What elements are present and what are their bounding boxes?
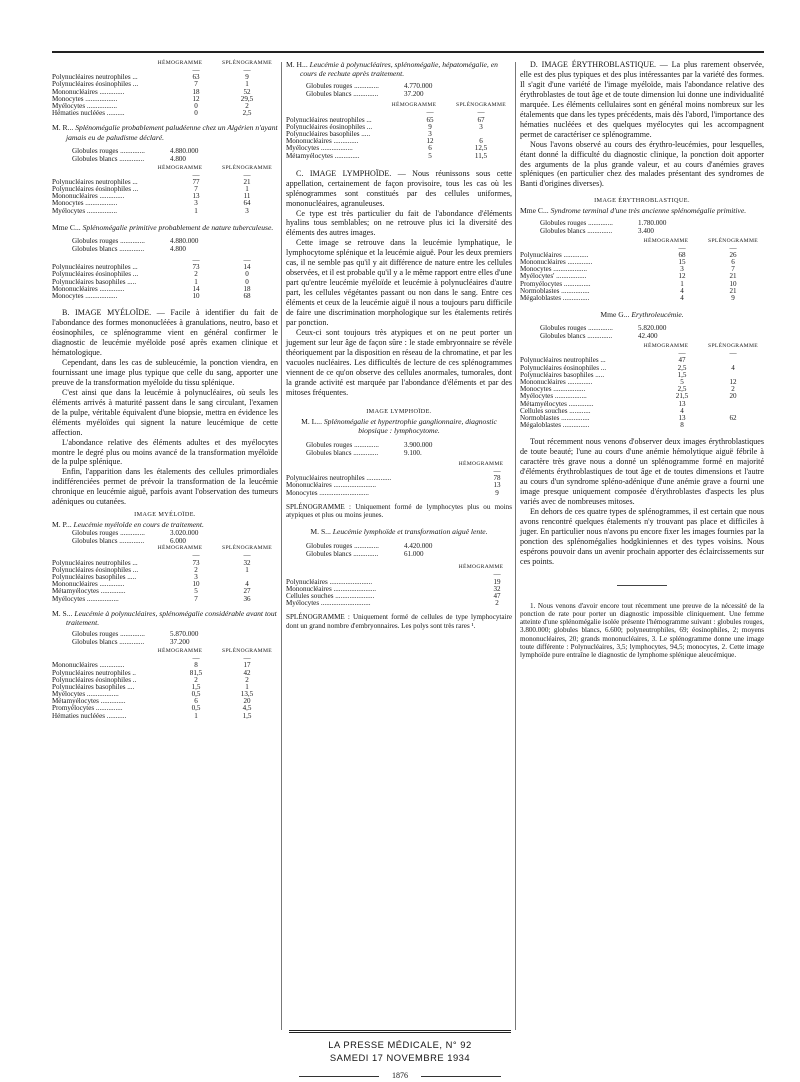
table-row: Mégaloblastes ............... 4 9 xyxy=(520,293,735,302)
table-row: Polynucléaires basophiles ..... 1 0 xyxy=(52,277,249,286)
table-row: Polynucléaires neutrophiles ... 47 xyxy=(520,356,686,365)
table-row: Myélocytes .................. 7 36 xyxy=(52,594,251,603)
paragraph: L'abondance relative des éléments adultes et des myélocytes montre le degré plus ou moins avancé de la transformation myéloïde de la pulpe splénique. xyxy=(52,437,278,467)
table-row: Polynucléaires éosinophiles ... 7 1 xyxy=(52,185,249,194)
globules-row: Globules rouges .............. 1.780.000 xyxy=(540,218,667,227)
table-row: Myélocytes .................. 0,5 13,5 xyxy=(52,690,254,699)
table-row: Normoblastes ................ 4 21 xyxy=(520,286,737,295)
table-row: Polynucléaires neutrophiles ... 73 32 xyxy=(52,558,251,567)
table-row: Polynucléaires .............. 68 26 xyxy=(520,250,737,259)
table-row: Hématies nucléées ........... 1 1,5 xyxy=(52,711,252,720)
table-row: Mononucléaires .............. 10 4 xyxy=(52,580,249,589)
table-row: Mononucléaires .............. 18 52 xyxy=(52,87,251,96)
table-row: Polynucléaires éosinophiles ... 7 1 xyxy=(52,80,249,89)
footnote-rule xyxy=(617,585,667,586)
table-row: Polynucléaires éosinophiles ... 2 1 xyxy=(52,565,249,574)
table-row: Myélocytes .................. 21,5 20 xyxy=(520,392,737,401)
globules-row: Globules blancs .............. 37.200 xyxy=(306,90,424,99)
table-row: Mononucléaires ........................ 32 xyxy=(286,584,501,593)
table-row: Polynucléaires basophiles ..... 1,5 xyxy=(520,370,687,379)
paragraph: Nous l'avons observé au cours des érythro-leucémies, pour lesquelles, étant donné la difficulté du diagnostic clinique, la ponction doit apporter des arguments de la plus grande valeur, et au cours d'anémies graves spléniques (en particulier chez des malades présentant des syndromes de Banti d'origines diverses). xyxy=(520,139,764,189)
section-heading: IMAGE LYMPHOÏDE. xyxy=(366,407,432,415)
paragraph: Tout récemment nous venons d'observer deux images érythroblastiques de toute beauté; l'une au cours d'une anémie hémolytique aiguë fébrile à caractère très grave nous a donné un splénogramme formé en majorité d'éléments érythroblastiques de tout âge et de toutes dimensions et l'autre au cours d'un syndrome spléno-adénique d'une anémie grave a fourni une image presque uniquement composée d'érythroblastes d'aspects les plus variés avec de nombreuses mitoses. xyxy=(520,437,764,507)
case-heading: M. P... Leucémie myéloïde en cours de traitement. xyxy=(52,520,204,530)
table-row: Hématies nucléées .......... 0 2,5 xyxy=(52,109,252,118)
table-row: Monocytes .................. 2,5 2 xyxy=(520,385,735,394)
table-row: Myélocytes .................. 6 12,5 xyxy=(286,144,488,153)
globules-row: Globules blancs .............. 37.200 xyxy=(72,638,190,647)
globules-row: Globules rouges .............. 5.870.000 xyxy=(72,630,199,639)
table-headers: HÉMOGRAMME SPLÉNOGRAMME xyxy=(157,648,272,655)
table-row: Polynucléaires éosinophiles ... 2 0 xyxy=(52,270,249,279)
table-row: Mononucléaires .............. 8 17 xyxy=(52,661,251,670)
top-rule xyxy=(52,51,764,53)
table-hemo-only-1 xyxy=(286,475,512,497)
column-left xyxy=(52,60,278,720)
paragraph: D. IMAGE ÉRYTHROBLASTIQUE. — La plus rarement observée, elle est des plus typiques et des plus intéressantes par la variété des formes. Il s'agit d'une variété de l'image myéloïde, mais l'abondance relative des érythroblastes de tout âge et de toute dimension lui donne une individualité marquée. Les éléments cellulaires sont en général moins nombreux sur les étalements que dans les types précédents, mais dès l'abord, l'importance des hématies nucléées et des quelques myélocytes qui les accompagnent permet de caractériser ce splénogramme. xyxy=(520,60,764,139)
dash-row: — — xyxy=(192,551,251,560)
table-row: Monocytes ................... 3 7 xyxy=(520,265,735,274)
table-row: Monocytes .................. 10 68 xyxy=(52,291,251,300)
column-divider xyxy=(281,62,282,1030)
table-hemo-spleno-3 xyxy=(52,264,278,300)
table-row: Promyélocytes ............... 1 10 xyxy=(520,279,737,288)
case-heading: M. L... Splénomégalie et hypertrophie ganglionnaire, diagnostic biopsique : lymphocytome. xyxy=(301,416,497,435)
dash-row: — — xyxy=(192,170,251,179)
table-row: Polynucléaires neutrophiles .. 81,5 42 xyxy=(52,668,251,677)
globules-row: Globules blancs .............. 4.800 xyxy=(72,154,186,163)
table-row: Polynucléaires neutrophiles .............. 78 xyxy=(286,474,501,483)
paragraph: Enfin, l'apparition dans les étalements des cellules primordiales indifférenciées permet de prévoir la transformation de la leucémie chronique en leucémie aiguë, parfois avant l'observation des tumeurs adéniques ou cutanées. xyxy=(52,467,278,507)
globules-row: Globules blancs .............. 61.000 xyxy=(306,550,424,559)
table-row: Polynucléaires éosinophiles ... 9 3 xyxy=(286,122,483,131)
dash-row: — — xyxy=(192,66,251,74)
paragraph: C'est ainsi que dans la leucémie à polynucléaires, où seuls les éléments arrivés à maturité passent dans le sang circulant, l'examen de la pulpe, véritable équivalent d'une biopsie, mettra en évidence les éléments myéloïdes qui signent la nature leucémique de cette affection. xyxy=(52,387,278,437)
table-row: Mononucléaires .............. 5 12 xyxy=(520,378,737,387)
table-headers: HÉMOGRAMME SPLÉNOGRAMME xyxy=(157,164,272,171)
footnote: 1. Nous venons d'avoir encore tout récemment une preuve de la nécessité de la ponction de rate pour porter un diagnostic impossible cliniquement. Une femme atteinte d'une splénomégalie isolée présente l'hémogramme suivant : globules rouges, 3.800.000; globules blancs, 6.600; polyneutrophiles, 69; éosinophiles, 2; moyens mononucléaires, 20; grands mononucléaires, 3. Le splénogramme donne une image toute différente : Polynucléaires, 3,5; lymphocytes, 94,5; monocytes, 2. Cette image lymphoïde pure entraîne le diagnostic de lymphome splénique aleucémique. xyxy=(520,601,764,659)
table-hemo-spleno-5 xyxy=(52,662,278,720)
table-row: Polynucléaires basophiles ..... 3 xyxy=(52,573,198,581)
table-row: Polynucléaires neutrophiles ... 65 67 xyxy=(286,115,485,124)
table-row: Polynucléaires neutrophiles ... 63 9 xyxy=(52,73,249,82)
table-row: Myélocytes ................. 0 2 xyxy=(52,101,249,110)
table-row: Mononucléaires .............. 14 18 xyxy=(52,284,251,293)
table-headers: HÉMOGRAMME SPLÉNOGRAMME xyxy=(157,545,272,552)
dash-row: — — xyxy=(426,108,485,117)
table-headers: HÉMOGRAMME xyxy=(458,564,504,571)
table-row: Polynucléaires ........................ 19 xyxy=(286,577,501,586)
journal-title: LA PRESSE MÉDICALE, N° 92 xyxy=(328,1039,472,1050)
case-heading: M. R... Splénomégalie probablement paludéenne chez un Algérien n'ayant jamais eu de paludisme déclaré. xyxy=(52,123,278,142)
table-hemo-spleno-2 xyxy=(52,179,278,215)
table-row: Métamyélocytes .............. 6 20 xyxy=(52,697,251,706)
globules-row: Globules blancs .............. 4.800 xyxy=(72,245,186,254)
paragraph: C. IMAGE LYMPHOÏDE. — Nous réunissons sous cette appellation, certainement de façon provisoire, tous les cas où les splénogrammes sont constitués par des cellules uniformes, mononucléaires, agranuleuses. xyxy=(286,168,512,208)
case-heading: Mme C... Syndrome terminal d'une très ancienne splénomégalie primitive. xyxy=(520,206,747,216)
table-hemo-spleno-1 xyxy=(52,74,278,117)
case-heading: Mme G... Erythroleucémie. xyxy=(600,310,684,320)
table-headers: HÉMOGRAMME xyxy=(458,461,504,468)
table-row: Mononucléaires ........................ 13 xyxy=(286,481,501,490)
section-heading: IMAGE ÉRYTHROBLASTIQUE. xyxy=(594,197,690,205)
table-hemo-spleno-6 xyxy=(286,117,512,160)
table-row: Cellules souches ............ 4 xyxy=(520,406,684,415)
table-row: Myélocytes ............................ 2 xyxy=(286,599,499,608)
globules-row: Globules rouges .............. 3.020.000 xyxy=(72,529,199,538)
table-row: Cellules souches ...................... 47 xyxy=(286,591,501,600)
table-row: Mégaloblastes ............... 8 xyxy=(520,421,684,430)
globules-row: Globules blancs .............. 3.400 xyxy=(540,226,654,235)
case-heading: M. H... Leucémie à polynucléaires, splénomégalie, hépatomégalie, en cours de rechute après traitement. xyxy=(286,60,498,79)
journal-footer xyxy=(289,1030,511,1080)
paragraph: Cependant, dans les cas de subleucémie, la ponction viendra, en fournissant une image plus typique que celle du sang, apporter une preuve de la transformation myéloïde du tissu splénique. xyxy=(52,357,278,387)
table-row: Polynucléaires éosinophiles .. 2 2 xyxy=(52,675,249,684)
globules-row: Globules rouges .............. 4.770.000 xyxy=(306,82,433,91)
table-row: Monocytes .................. 12 29,5 xyxy=(52,94,254,103)
table-row: Promyélocytes ............... 0,5 4,5 xyxy=(52,704,252,713)
table-row: Polynucléaires basophiles .... 1,5 1 xyxy=(52,682,249,691)
globules-row: Globules blancs .............. 6.000 xyxy=(72,537,186,546)
paragraph: Cette image se retrouve dans la leucémie lymphatique, le lymphocytome splénique et la leucémie aiguë. Pour les deux premiers cas, il ne semble pas qu'il y ait différence de nature entre les cellules observées, et il est probable qu'il y a le même rapport entre elles d'une part qu'entre leucémie myéloïde et leucémie à polynucléaires d'autre part, les cellules végétantes passant ou non dans le sang. Entre ces éléments et ceux de la leucémie aiguë il nous a toujours paru difficile de faire une discrimination morphologique sur les étalements retirés par ponction. xyxy=(286,238,512,328)
table-row: Polynucléaires basophiles ..... 3 xyxy=(286,129,432,138)
column-right xyxy=(520,60,764,659)
table-hemo-only-2 xyxy=(286,579,512,608)
column-middle xyxy=(286,60,512,630)
paragraph: En dehors de ces quatre types de splénogrammes, il est certain que nous avons rencontré quelques étalements n'y trouvant pas place et difficiles à juger. En particulier nous n'avons pu encore fixer les images fournies par la ponction des splénomégalies hodgkiniennes et des types voisins. Nous espérons pouvoir dans un avenir prochain apporter des éclaircissements sur ces points. xyxy=(520,507,764,566)
journal-date: SAMEDI 17 NOVEMBRE 1934 xyxy=(329,1052,471,1063)
table-row: Monocytes ............................ 9 xyxy=(286,488,499,497)
table-hemo-spleno-8 xyxy=(520,357,764,429)
section-heading: IMAGE MYÉLOÏDE. xyxy=(134,511,196,519)
dash-row: — — xyxy=(678,349,737,358)
table-row: Mononucléaires .............. 13 11 xyxy=(52,192,251,201)
globules-row: Globules rouges .............. 3.900.000 xyxy=(306,441,433,450)
page-number: 1876 xyxy=(289,1071,511,1080)
table-row: Métamyélocytes .............. 5 27 xyxy=(52,587,251,596)
globules-row: Globules blancs .............. 42.400 xyxy=(540,332,658,341)
table-hemo-spleno-7 xyxy=(520,252,764,302)
dash-row: — xyxy=(493,467,501,476)
dash-row: — xyxy=(493,570,501,579)
column-divider xyxy=(515,62,516,1030)
header-hemogramme: HÉMOGRAMME xyxy=(157,60,203,66)
table-row: Polynucléaires neutrophiles ... 73 14 xyxy=(52,263,251,272)
table-headers: HÉMOGRAMME SPLÉNOGRAMME xyxy=(643,343,758,350)
header-splenogramme: SPLÉNOGRAMME xyxy=(222,60,272,66)
table-row: Polynucléaires éosinophiles ... 2,5 4 xyxy=(520,363,735,372)
table-headers: HÉMOGRAMME SPLÉNOGRAMME xyxy=(391,102,506,109)
dash-row: — — xyxy=(192,654,251,663)
globules-row: Globules rouges .............. 5.820.000 xyxy=(540,324,667,333)
table-row: Mononucléaires .............. 15 6 xyxy=(520,257,735,266)
table-hemo-spleno-4 xyxy=(52,560,278,603)
dash-row: — — xyxy=(192,256,251,265)
paragraph: Ce type est très particulier du fait de l'abondance d'éléments hyalins tous semblables; on ne retrouve plus ici la diversité des éléments des autres images. xyxy=(286,208,512,238)
case-heading: M. S... Leucémie lymphoïde et transformation aiguë lente. xyxy=(310,527,488,537)
table-row: Métamyélocytes .............. 5 11,5 xyxy=(286,151,488,160)
case-heading: Mme C... Splénomégalie primitive probablement de nature tuberculeuse. xyxy=(52,222,274,232)
case-heading: M. S... Leucémie à polynucléaires, splénomégalie considérable avant tout traitement. xyxy=(52,608,277,627)
dash-row: — — xyxy=(678,243,737,252)
globules-row: Globules rouges .............. 4.880.000 xyxy=(72,146,199,155)
splenogramme-note: SPLÉNOGRAMME : Uniquement formé de cellules de type lymphocytaire dont un grand nombre d'embryonnaires. Les polys sont très rares ¹. xyxy=(286,613,512,630)
table-row: Normoblastes ................ 13 62 xyxy=(520,413,737,422)
table-headers: HÉMOGRAMME SPLÉNOGRAMME xyxy=(643,237,758,244)
table-row: Myélocytes' ................. 12 21 xyxy=(520,272,737,281)
globules-row: Globules blancs .............. 9.100. xyxy=(306,449,422,458)
table-row: Myélocytes ................. 1 3 xyxy=(52,206,249,215)
table-row: Polynucléaires neutrophiles ... 77 21 xyxy=(52,177,251,186)
splenogramme-note: SPLÉNOGRAMME : Uniquement formé de lymphocytes plus ou moins atypiques et plus ou moins jeunes. xyxy=(286,502,512,519)
globules-row: Globules rouges .............. 4.880.000 xyxy=(72,237,199,246)
table-row: Monocytes .................. 3 64 xyxy=(52,199,251,208)
table-row: Métamyélocytes .............. 13 xyxy=(520,399,686,408)
table-row: Mononucléaires .............. 12 6 xyxy=(286,137,483,146)
paragraph: Ceux-ci sont toujours très atypiques et on ne peut porter un jugement sur leur âge de façon sûre : le stade embryonnaire se révèle théoriquement par la disposition en réseau de la chromatine, et par les vacuoles nucléaires. Les difficultés de lecture de ces splénogrammes viennent de ce qu'on observe des cellules anormales, tumorales, dont la grande activité est marquée par l'abondance d'éléments et par des mitoses fréquentes. xyxy=(286,327,512,397)
paragraph: B. IMAGE MYÉLOÏDE. — Facile à identifier du fait de l'abondance des formes mononucléées à granulations, neutro, baso et éosinophiles, ce splénogramme vient en général confirmer le diagnostic de leucémie myéloïde posé après examen clinique et hématologique. xyxy=(52,308,278,357)
globules-row: Globules rouges .............. 4.420.000 xyxy=(306,542,433,551)
